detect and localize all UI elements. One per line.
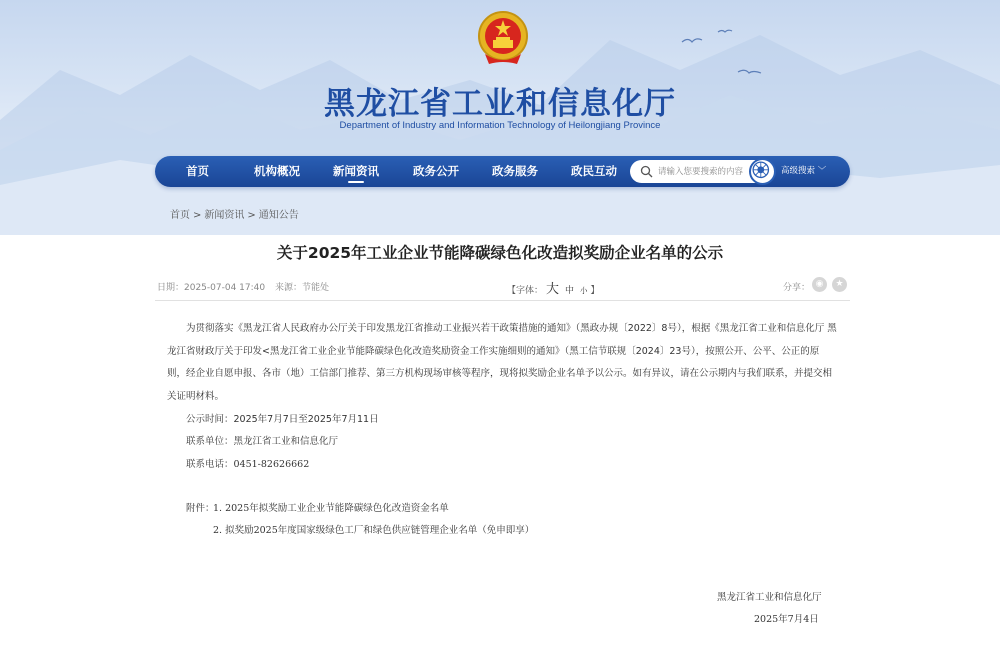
publish-date: 日期：2025-07-04 17:40 bbox=[157, 283, 266, 293]
share-label: 分享： bbox=[783, 283, 811, 293]
signature-organization: 黑龙江省工业和信息化厅 bbox=[717, 592, 822, 603]
breadcrumb-notices[interactable]: 通知公告 bbox=[258, 210, 299, 221]
contact-phone: 联系电话：0451-82626662 bbox=[186, 459, 310, 470]
article-meta bbox=[155, 278, 850, 300]
national-emblem-icon bbox=[475, 8, 531, 68]
search-icon bbox=[640, 165, 653, 178]
nav-interaction[interactable]: 政民互动 bbox=[571, 164, 617, 178]
font-size-control bbox=[507, 278, 600, 297]
attachment-link-1[interactable]: 1. 2025年拟奖励工业企业节能降碳绿色化改造资金名单 bbox=[213, 503, 449, 514]
nav-government-affairs[interactable]: 政务公开 bbox=[413, 164, 459, 178]
breadcrumb: 首页 > 新闻资讯 > 通知公告 bbox=[170, 210, 299, 221]
font-size-label: 【字体： bbox=[507, 286, 544, 296]
search-button-emblem-icon[interactable] bbox=[749, 158, 776, 185]
font-size-small[interactable]: 小 bbox=[580, 286, 588, 295]
notice-period: 公示时间：2025年7月7日至2025年7月11日 bbox=[186, 414, 379, 425]
nav-about[interactable]: 机构概况 bbox=[254, 164, 300, 178]
site-title: 黑龙江省工业和信息化厅 bbox=[324, 86, 676, 122]
search-box bbox=[630, 160, 760, 183]
weibo-share-icon[interactable]: ◉ bbox=[812, 277, 827, 292]
article-paragraph: 为贯彻落实《黑龙江省人民政府办公厅关于印发黑龙江省推动工业振兴若干政策措施的通知》（黑政办规〔2022〕8号），根据《黑龙江省工业和信息化厅 黑龙江省财政厅关于印发<黑龙江省工业企业节能降碳绿色化改造奖励资金工作实施细则的通知》（黑工信节联规〔2024〕23号），按照公开、公平、公正的原则，经企业自愿申报、各市（地）工信部门推荐、第三方机构现场审核等程序，现将拟奖励企业名单予以公示。如有异议，请在公示期内与我们联系，并提交相关证明材料。 bbox=[167, 323, 837, 402]
attachment-link-2[interactable]: 2. 拟奖励2025年度国家级绿色工厂和绿色供应链管理企业名单（免申即享） bbox=[213, 525, 535, 536]
advanced-search-link[interactable]: 高级搜索 ﹀ bbox=[781, 166, 827, 176]
wechat-share-icon[interactable]: ★ bbox=[832, 277, 847, 292]
nav-home[interactable]: 首页 bbox=[186, 164, 209, 178]
nav-government-services[interactable]: 政务服务 bbox=[492, 164, 538, 178]
font-size-medium[interactable]: 中 bbox=[565, 286, 575, 296]
breadcrumb-home[interactable]: 首页 bbox=[170, 210, 190, 221]
search-input[interactable] bbox=[658, 163, 756, 180]
nav-news[interactable]: 新闻资讯 bbox=[333, 156, 379, 187]
site-subtitle: Department of Industry and Information Technology of Heilongjiang Province bbox=[339, 120, 661, 131]
font-size-label-close: 】 bbox=[590, 286, 600, 296]
breadcrumb-news[interactable]: 新闻资讯 bbox=[204, 210, 245, 221]
article-source: 来源：节能处 bbox=[275, 283, 330, 293]
article-title: 关于2025年工业企业节能降碳绿色化改造拟奖励企业名单的公示 bbox=[276, 244, 724, 262]
contact-unit: 联系单位：黑龙江省工业和信息化厅 bbox=[186, 436, 339, 447]
font-size-large[interactable]: 大 bbox=[546, 282, 560, 297]
meta-divider bbox=[155, 300, 850, 301]
signature-date: 2025年7月4日 bbox=[754, 614, 819, 625]
article-body bbox=[167, 318, 837, 408]
attachment-label: 附件： bbox=[186, 503, 215, 514]
main-navigation bbox=[155, 156, 850, 187]
